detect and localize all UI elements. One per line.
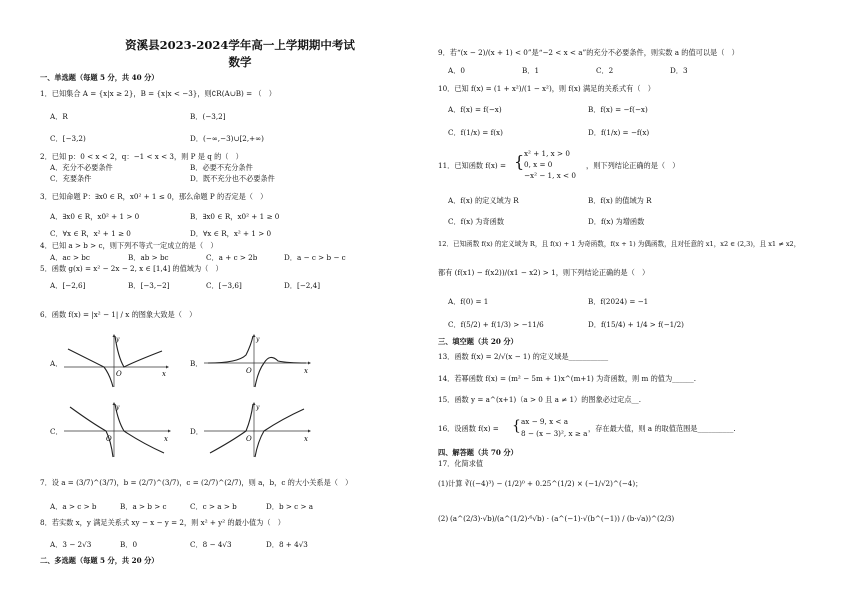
- q1-option-b: B．(−3,2]: [190, 112, 226, 121]
- q6-graph-c: [62, 401, 172, 459]
- q6-a-y-label: y: [116, 336, 120, 343]
- q8-stem: 8．若实数 x，y 满足关系式 xy − x − y = 2，则 x² + y² 的最小值为（ ）: [40, 518, 285, 527]
- q7-option-b: B．a > b > c: [120, 502, 167, 511]
- section-fill-blank: 三、填空题（共 20 分）: [438, 337, 518, 346]
- q11-brace: {: [514, 152, 525, 171]
- section-answer: 四、解答题（共 70 分）: [438, 448, 518, 457]
- q7-option-a: A．a > c > b: [50, 502, 97, 511]
- q6-b-x-label: x: [304, 367, 308, 375]
- q4-stem: 4．已知 a > b > c，则下列不等式一定成立的是（ ）: [40, 241, 218, 250]
- q9-stem: 9．若“(x − 2)/(x + 1) < 0”是“−2 < x < a”的充分不必要条件，则实数 a 的值可以是（ ）: [438, 48, 739, 57]
- q1-option-a: A．R: [50, 112, 68, 121]
- q12-stem: 12．已知函数 f(x) 的定义域为 R，且 f(x) + 1 为奇函数，f(x + 1) 为偶函数，且对任意的 x1，x2 ∈ (2,3)，且 x1 ≠ x2，: [438, 240, 801, 248]
- q17-stem: 17．化简求值: [438, 459, 484, 468]
- q9-option-a: A．0: [448, 66, 465, 75]
- q6-b-origin: O: [246, 367, 252, 375]
- q5-option-c: C．[−3,6]: [206, 281, 242, 290]
- q11-case-1: x² + 1, x > 0: [524, 149, 570, 158]
- q12-option-a: A．f(0) = 1: [448, 297, 489, 306]
- q5-stem: 5．函数 g(x) = x² − 2x − 2, x ∈ [1,4] 的值域为（ ）: [40, 264, 223, 273]
- q9-option-c: C．2: [596, 66, 614, 75]
- q6-c-origin: O: [106, 435, 112, 443]
- q9-option-d: D．3: [670, 66, 688, 75]
- q7-option-c: C．c > a > b: [190, 502, 237, 511]
- q6-c-y-label: y: [116, 404, 120, 411]
- q3-option-d: D．∀x ∈ R，x² + 1 > 0: [190, 229, 272, 238]
- q11-stem-suffix: ，则下列结论正确的是（ ）: [586, 161, 680, 170]
- q12-option-d: D．f(15/4) + 1/4 > f(−1/2): [588, 320, 684, 329]
- page-title: 资溪县2023-2024学年高一上学期期中考试: [125, 38, 355, 52]
- q3-option-c: C．∀x ∈ R，x² + 1 ≥ 0: [50, 229, 131, 238]
- q3-option-a: A．∃x0 ∈ R，x0² + 1 > 0: [50, 212, 140, 221]
- q7-stem: 7．设 a = (3/7)^(3/7)，b = (2/7)^(3/7)，c = (2/7)^(2/7)，则 a，b，c 的大小关系是（ ）: [40, 478, 353, 487]
- q10-option-a: A．f(x) = f(−x): [448, 105, 502, 114]
- q3-stem: 3．已知命题 P：∃x0 ∈ R，x0² + 1 ≤ 0，那么命题 P 的否定是（ ）: [40, 192, 268, 201]
- q1-option-c: C．[−3,2): [50, 134, 86, 143]
- q8-option-a: A．3 − 2√3: [50, 540, 92, 549]
- q9-option-b: B．1: [522, 66, 540, 75]
- q6-a-x-label: x: [162, 370, 166, 378]
- q4-option-c: C．a + c > 2b: [206, 253, 258, 262]
- q11-option-b: B．f(x) 的值域为 R: [588, 196, 652, 205]
- q5-option-d: D．[−2,4]: [284, 281, 321, 290]
- q7-option-d: D．b > c > a: [266, 502, 314, 511]
- q6-a-origin: O: [116, 370, 122, 378]
- q14-stem: 14．若幂函数 f(x) = (m² − 5m + 1)x^(m+1) 为奇函数，则 m 的值为______.: [438, 374, 697, 383]
- q10-stem: 10．已知 f(x) = (1 + x²)/(1 − x²)，则 f(x) 满足的关系式有（ ）: [438, 84, 655, 93]
- q6-graph-d: [202, 401, 312, 459]
- q16-stem-suffix: ，存在最大值，则 a 的取值范围是__________.: [588, 424, 736, 433]
- q2-option-d: D．既不充分也不必要条件: [190, 174, 275, 183]
- q11-case-2: 0, x = 0: [524, 160, 553, 169]
- q13-stem: 13．函数 f(x) = 2/√(x − 1) 的定义域是___________: [438, 352, 609, 361]
- q1-stem: 1．已知集合 A = {x|x ≥ 2}，B = {x|x < −3}，则∁R(A∪B) = （ ）: [40, 89, 276, 98]
- q2-option-a: A．充分不必要条件: [50, 163, 113, 172]
- q10-option-c: C．f(1/x) = f(x): [448, 128, 503, 137]
- q4-option-b: B．ab > bc: [128, 253, 169, 262]
- q8-option-d: D．8 + 4√3: [266, 540, 308, 549]
- q17-part-2: (a^(2/3)·√b)/(a^(1/2)·⁶√b) · (a^(−1)·√(b^(−1)) / (b·√a))^(2/3): [450, 514, 675, 523]
- q4-option-d: D．a − c > b − c: [284, 253, 346, 262]
- q6-graph-b: [202, 333, 312, 389]
- q11-option-d: D．f(x) 为增函数: [588, 217, 645, 226]
- q5-option-a: A．[−2,6]: [50, 281, 86, 290]
- q5-option-b: B．[−3,−2]: [128, 281, 170, 290]
- q16-brace: {: [512, 418, 521, 434]
- q17-part-1: (1)计算 ∛((−4)³) − (1/2)⁰ + 0.25^(1/2) × (−1/√2)^(−4)；: [438, 479, 643, 488]
- q2-option-b: B．必要不充分条件: [190, 163, 253, 172]
- q4-option-a: A．ac > bc: [50, 253, 90, 262]
- q10-option-b: B．f(x) = −f(−x): [588, 105, 648, 114]
- q3-option-b: B．∃x0 ∈ R，x0² + 1 ≥ 0: [190, 212, 280, 221]
- q11-case-3: −x² − 1, x < 0: [524, 171, 576, 180]
- q12-stem-2: 都有 (f(x1) − f(x2))/(x1 − x2) > 1，则下列结论正确的是（ ）: [438, 268, 650, 277]
- section-multi-choice: 二、多选题（每题 5 分，共 20 分）: [40, 556, 159, 565]
- q10-option-d: D．f(1/x) = −f(x): [588, 128, 650, 137]
- section-single-choice: 一、单选题（每题 5 分，共 40 分）: [40, 73, 159, 82]
- q6-d-y-label: y: [256, 404, 260, 411]
- q2-stem: 2．已知 p：0 < x < 2，q：−1 < x < 3，则 P 是 q 的（ ）: [40, 152, 243, 161]
- q6-option-b: B．: [190, 359, 203, 368]
- q15-stem: 15．函数 y = a^(x+1)（a > 0 且 a ≠ 1）的图象必过定点__.: [438, 395, 642, 404]
- q6-d-x-label: x: [304, 435, 308, 443]
- q16-case-1: ax − 9, x < a: [521, 417, 569, 426]
- q6-stem: 6．函数 f(x) = |x² − 1| / x 的图象大致是（ ）: [40, 310, 197, 319]
- q12-option-b: B．f(2024) = −1: [588, 297, 649, 306]
- q11-stem-prefix: 11．已知函数 f(x) =: [438, 161, 506, 170]
- q16-case-2: 8 − (x − 3)², x ≥ a: [521, 429, 588, 438]
- q1-option-d: D．(−∞,−3)∪[2,+∞): [190, 134, 264, 143]
- q17-part-2-label: (2): [438, 514, 449, 523]
- q11-option-c: C．f(x) 为奇函数: [448, 217, 505, 226]
- q6-c-x-label: x: [164, 435, 168, 443]
- q6-graph-a: [62, 333, 170, 389]
- q6-option-a: A．: [50, 359, 63, 368]
- q6-b-y-label: y: [256, 336, 260, 343]
- q2-option-c: C．充要条件: [50, 174, 92, 183]
- q8-option-c: C．8 − 4√3: [190, 540, 232, 549]
- q6-option-d: D．: [190, 427, 203, 436]
- q11-option-a: A．f(x) 的定义域为 R: [448, 196, 519, 205]
- page-subtitle: 数学: [228, 55, 252, 69]
- q8-option-b: B．0: [120, 540, 138, 549]
- q16-stem-prefix: 16．设函数 f(x) =: [438, 424, 499, 433]
- q6-d-origin: O: [246, 435, 252, 443]
- q12-option-c: C．f(5/2) + f(1/3) > −11/6: [448, 320, 544, 329]
- q6-option-c: C．: [50, 427, 63, 436]
